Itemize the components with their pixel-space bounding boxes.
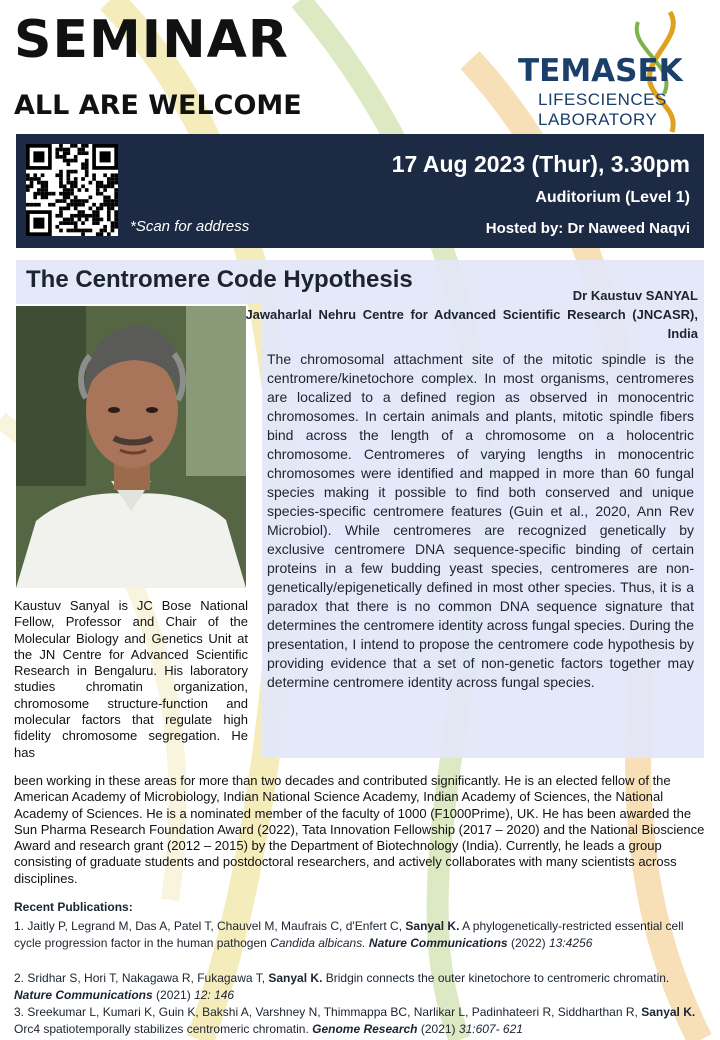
publication-year: (2022)	[510, 936, 546, 950]
qr-code-icon	[26, 144, 118, 236]
talk-title: The Centromere Code Hypothesis	[26, 266, 413, 293]
publication-number: 1.	[14, 919, 25, 933]
publication-volume: 12: 146	[194, 988, 235, 1002]
qr-note: *Scan for address	[130, 218, 250, 235]
logo-line-2: LABORATORY	[538, 110, 658, 129]
publication-year: (2021)	[420, 1022, 456, 1036]
publication-year: (2021)	[156, 988, 191, 1002]
publication-highlight-author: Sanyal K.	[268, 971, 323, 985]
speaker-affiliation: Jawaharlal Nehru Centre for Advanced Scientific Research (JNCASR), India	[245, 307, 698, 341]
event-host: Hosted by: Dr Naweed Naqvi	[485, 220, 690, 237]
publication-volume: 13:4256	[548, 936, 593, 950]
publication-item	[14, 1004, 710, 1038]
publication-highlight-author: Sanyal K.	[641, 1005, 696, 1019]
publication-authors: Jaitly P, Legrand M, Das A, Patel T, Chauvel M, Maufrais C, d'Enfert C,	[27, 919, 403, 933]
logo-wordmark: TEMASEK	[518, 53, 683, 89]
speaker-portrait	[16, 306, 246, 588]
publication-journal: Nature Communications	[368, 936, 508, 950]
talk-abstract: The chromosomal attachment site of the mitotic spindle is the centromere/kinetochore complex. In most organisms, centromeres are localized to a defined region as observed in monocentric chromosomes. In certain animals and plants, mitotic spindle fibers bind across the length of a chromosome on a holocentric chromosome. Centromeres of varying lengths in monocentric chromosomes were identified and mapped in more than 60 fungal species making it possible to find both conserved and unique species-specific centromere features (Guin et al., 2020, Ann Rev Microbiol). While centromeres are recognized genetically by exclusive centromere DNA sequence-specific binding of certain proteins in a few budding yeast species, centromeres are non-genetically/epigenetically defined in most other species. Thus, it is a paradox that there is no common DNA sequence signature that determines the centromere identity across fungal species. During the presentation, I intend to propose the centromere code hypothesis by providing evidence that a set of non-genetic factors together may determine centromere identity across fungal species.	[267, 351, 694, 690]
event-date: 17 Aug 2023 (Thur), 3.30pm	[391, 151, 690, 177]
event-venue: Auditorium (Level 1)	[535, 189, 690, 206]
publication-highlight-author: Sanyal K.	[405, 919, 460, 933]
publication-title: A phylogenetically-restricted essential cell cycle progression factor in the human pathogen	[14, 919, 684, 950]
page-title: SEMINAR	[14, 10, 289, 70]
publications-heading: Recent Publications:	[14, 900, 133, 914]
page-subtitle: ALL ARE WELCOME	[14, 90, 302, 121]
publication-volume: 31:607- 621	[458, 1022, 523, 1036]
publication-journal: Genome Research	[312, 1022, 418, 1036]
publication-authors: Sridhar S, Hori T, Nakagawa R, Fukagawa T,	[27, 971, 266, 985]
logo-line-1: LIFESCIENCES	[538, 90, 667, 109]
temasek-logo	[518, 8, 713, 133]
publication-title: Bridgin connects the outer kinetochore to centromeric chromatin.	[325, 971, 670, 985]
speaker-bio-intro: Kaustuv Sanyal is JC Bose National Fellow, Professor and Chair of the Molecular Biology and Genetics Unit at the JN Centre for Advanced Scientific Research in Bengaluru. His laboratory studies chromatin organization, chromosome structure-function and molecular factors that regulate high fidelity chromosome segregation. He has	[14, 598, 248, 760]
speaker-name: Dr Kaustuv SANYAL	[572, 288, 698, 303]
publication-journal: Nature Communications	[14, 988, 153, 1002]
speaker-photo	[16, 306, 246, 588]
qr-code[interactable]	[26, 144, 118, 236]
publication-number: 3.	[14, 1005, 25, 1019]
publication-number: 2.	[14, 971, 25, 985]
speaker-block	[238, 286, 698, 343]
publication-item	[14, 970, 710, 1004]
publication-species: Candida albicans.	[270, 936, 366, 950]
publication-authors: Sreekumar L, Kumari K, Guin K, Bakshi A, Varshney N, Thimmappa BC, Narlikar L, Padinhateeri R, Siddharthan R,	[27, 1005, 638, 1019]
publication-item	[14, 918, 710, 952]
speaker-bio-continued: been working in these areas for more than two decades and contributed significantly. He is an elected fellow of the American Academy of Microbiology, Indian National Science Academy, Indian Academy of Sciences, the National Academy of Sciences. He is a nominated member of the faculty of 1000 (F1000Prime), UK. He has been awarded the Sun Pharma Research Foundation Award (2022), Tata Innovation Fellowship (2017 – 2020) and the National Bioscience Award and research grant (2012 – 2015) by the Department of Biotechnology (India). Currently, he leads a group consisting of graduate students and postdoctoral researchers, and actively collaborates with many scientists across disciplines.	[14, 773, 705, 886]
publication-title: Orc4 spatiotemporally stabilizes centromeric chromatin.	[14, 1022, 309, 1036]
event-banner	[16, 134, 704, 248]
